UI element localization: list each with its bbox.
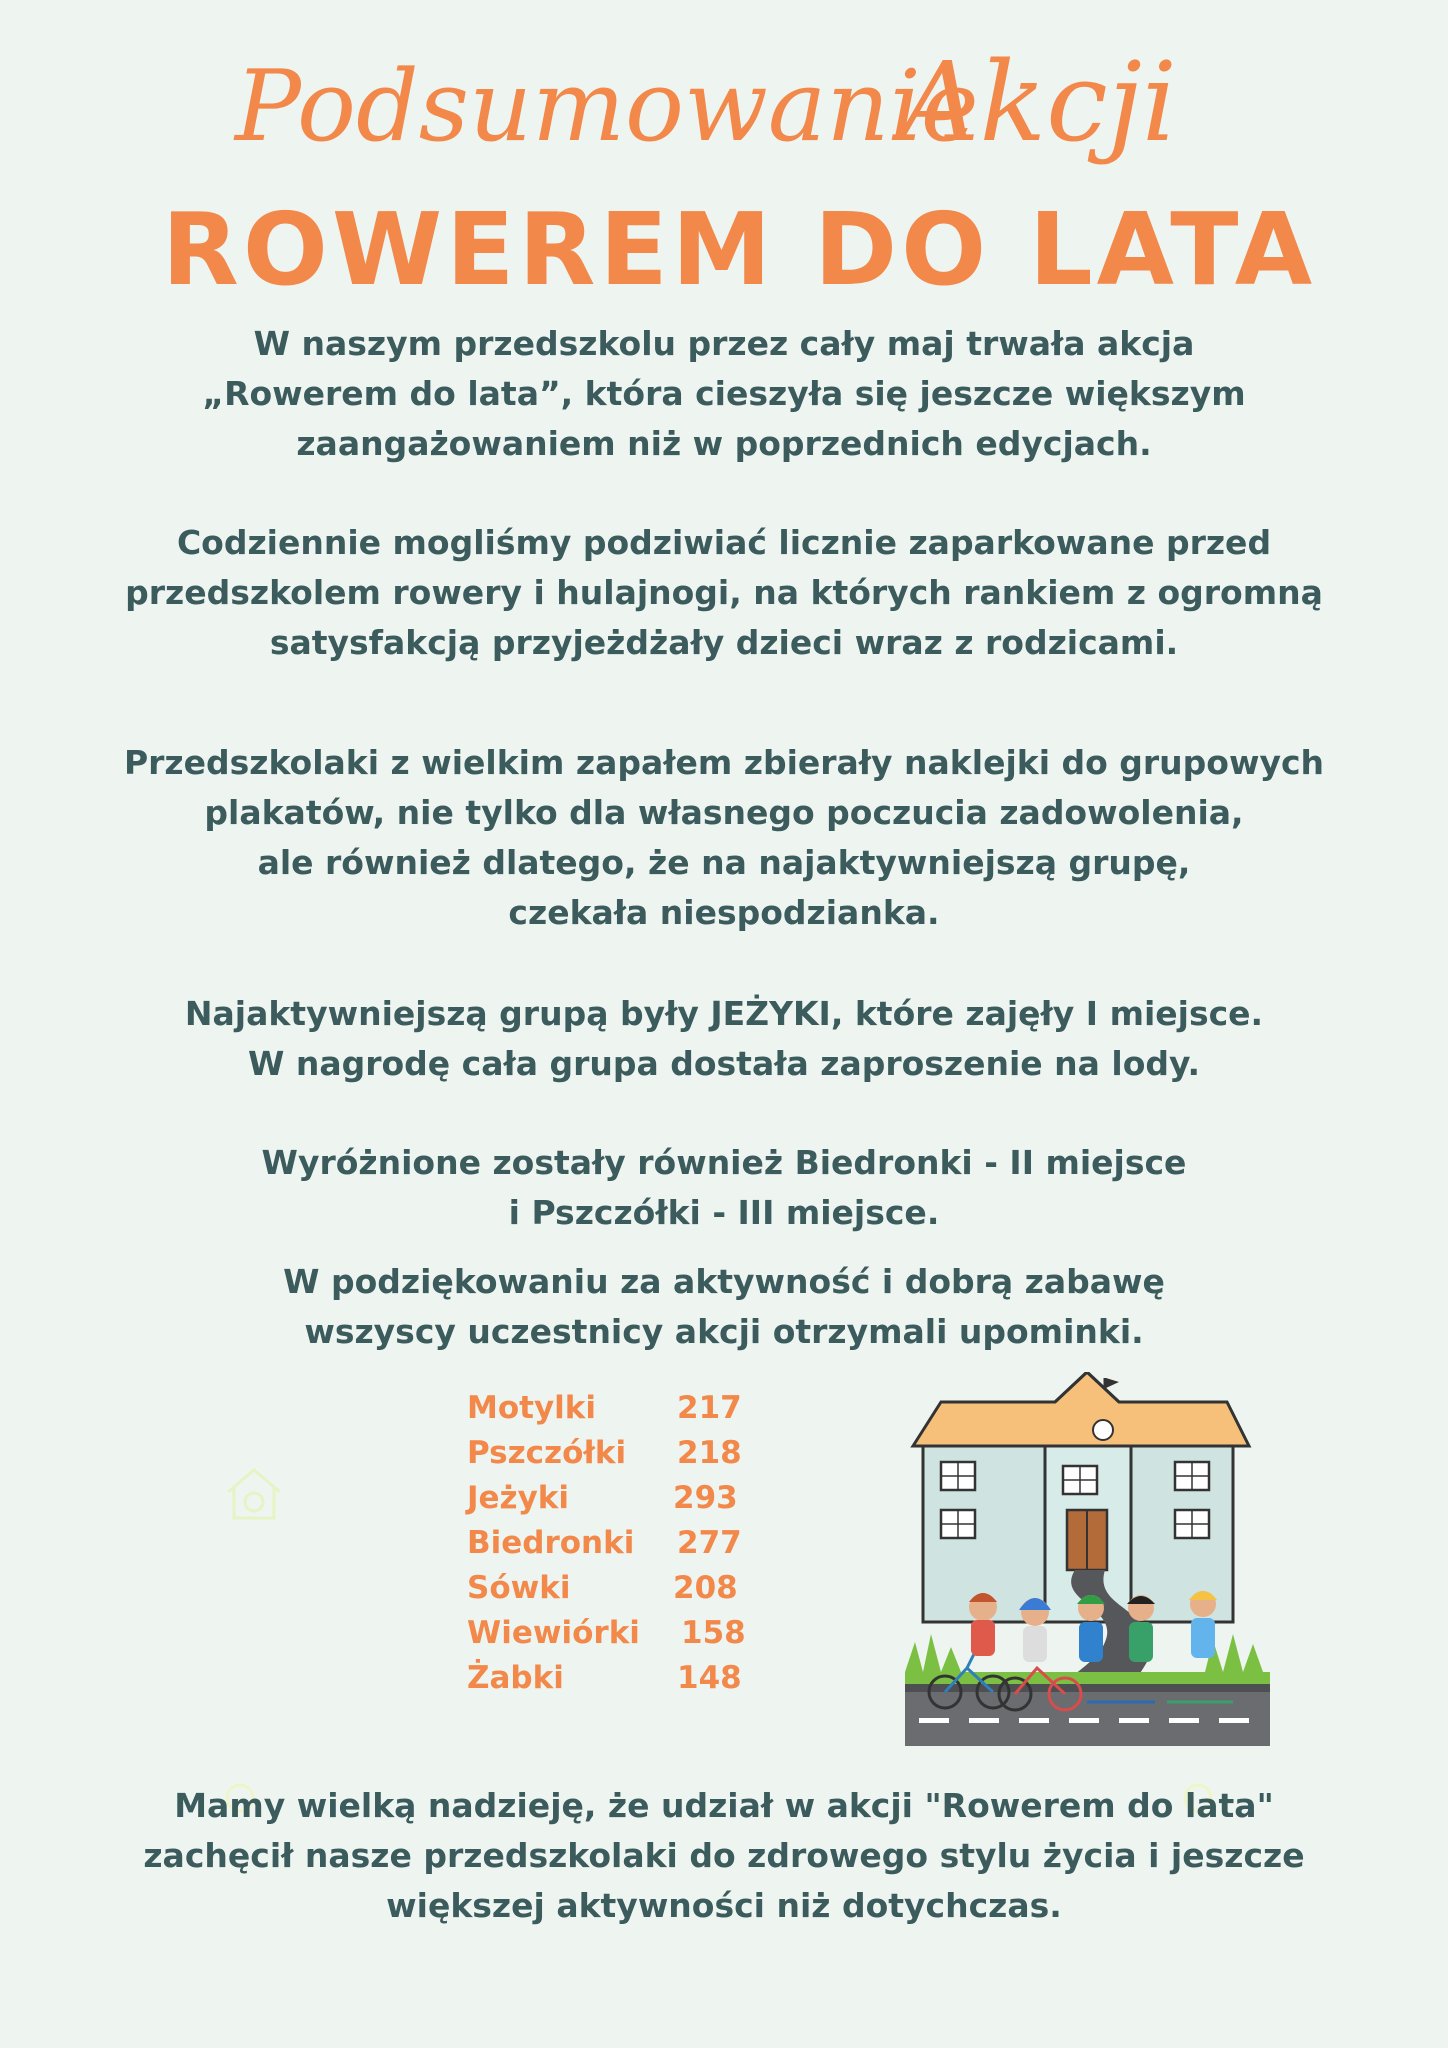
group-name: Motylki bbox=[467, 1389, 597, 1426]
group-points: 218 bbox=[677, 1434, 742, 1471]
text-line: satysfakcją przyjeżdżały dzieci wraz z rodzicami. bbox=[269, 623, 1179, 662]
group-name: Żabki bbox=[467, 1659, 564, 1696]
score-row bbox=[467, 1520, 787, 1565]
group-points: 277 bbox=[677, 1524, 742, 1561]
text-line: plakatów, nie tylko dla własnego poczucia zadowolenia, bbox=[204, 793, 1244, 832]
text-line: i Pszczółki - III miejsce. bbox=[508, 1193, 940, 1232]
text-line: zaangażowaniem niż w poprzednich edycjach. bbox=[296, 424, 1152, 463]
text-line: W nagrodę cała grupa dostała zaproszenie na lody. bbox=[247, 1044, 1201, 1083]
score-row bbox=[467, 1475, 787, 1520]
text-line: ale również dlatego, że na najaktywniejszą grupę, bbox=[257, 843, 1191, 882]
gifts-paragraph bbox=[60, 1257, 1388, 1357]
closing-paragraph bbox=[60, 1781, 1388, 1931]
group-name: Biedronki bbox=[467, 1524, 635, 1561]
group-name: Sówki bbox=[467, 1569, 571, 1606]
text-line: wszyscy uczestnicy akcji otrzymali upominki. bbox=[304, 1312, 1144, 1351]
text-line: W naszym przedszkolu przez cały maj trwała akcja bbox=[253, 324, 1195, 363]
text-line: zachęcił nasze przedszkolaki do zdrowego stylu życia i jeszcze bbox=[143, 1836, 1305, 1875]
title-script-part2: Akcji bbox=[900, 38, 1177, 166]
house-outline-icon bbox=[222, 1462, 286, 1526]
group-points: 217 bbox=[677, 1389, 742, 1426]
text-line: Wyróżnione zostały również Biedronki - II miejsce bbox=[261, 1143, 1187, 1182]
parking-paragraph bbox=[60, 518, 1388, 668]
text-line: czekała niespodzianka. bbox=[508, 893, 940, 932]
text-line: Codziennie mogliśmy podziwiać licznie zaparkowane przed bbox=[176, 523, 1272, 562]
group-points: 208 bbox=[673, 1569, 738, 1606]
intro-paragraph bbox=[60, 319, 1388, 469]
group-points: 158 bbox=[681, 1614, 746, 1651]
text-line: większej aktywności niż dotychczas. bbox=[386, 1886, 1062, 1925]
school-children-cycling-illustration bbox=[905, 1372, 1270, 1757]
score-row bbox=[467, 1655, 787, 1700]
text-line: Przedszkolaki z wielkim zapałem zbierały naklejki do grupowych bbox=[123, 743, 1325, 782]
text-line: Najaktywniejszą grupą były JEŻYKI, które zajęły I miejsce. bbox=[184, 994, 1264, 1033]
text-line: W podziękowaniu za aktywność i dobrą zabawę bbox=[283, 1262, 1165, 1301]
scores-table bbox=[467, 1385, 787, 1700]
group-points: 293 bbox=[673, 1479, 738, 1516]
score-row bbox=[467, 1610, 787, 1655]
score-row bbox=[467, 1385, 787, 1430]
distinction-paragraph bbox=[60, 1138, 1388, 1238]
title-script bbox=[0, 0, 1448, 190]
group-points: 148 bbox=[677, 1659, 742, 1696]
group-name: Wiewiórki bbox=[467, 1614, 640, 1651]
text-line: przedszkolem rowery i hulajnogi, na których rankiem z ogromną bbox=[125, 573, 1323, 612]
text-line: „Rowerem do lata”, która cieszyła się jeszcze większym bbox=[202, 374, 1246, 413]
winner-paragraph bbox=[60, 989, 1388, 1089]
text-line: Mamy wielką nadzieję, że udział w akcji "Rowerem do lata" bbox=[174, 1786, 1274, 1825]
group-name: Jeżyki bbox=[467, 1479, 570, 1516]
score-row bbox=[467, 1565, 787, 1610]
group-name: Pszczółki bbox=[467, 1434, 627, 1471]
score-row bbox=[467, 1430, 787, 1475]
title-main: ROWEREM DO LATA bbox=[161, 191, 1317, 308]
title-script-part1: Podsumowanie bbox=[235, 50, 979, 164]
stickers-paragraph bbox=[60, 738, 1388, 938]
